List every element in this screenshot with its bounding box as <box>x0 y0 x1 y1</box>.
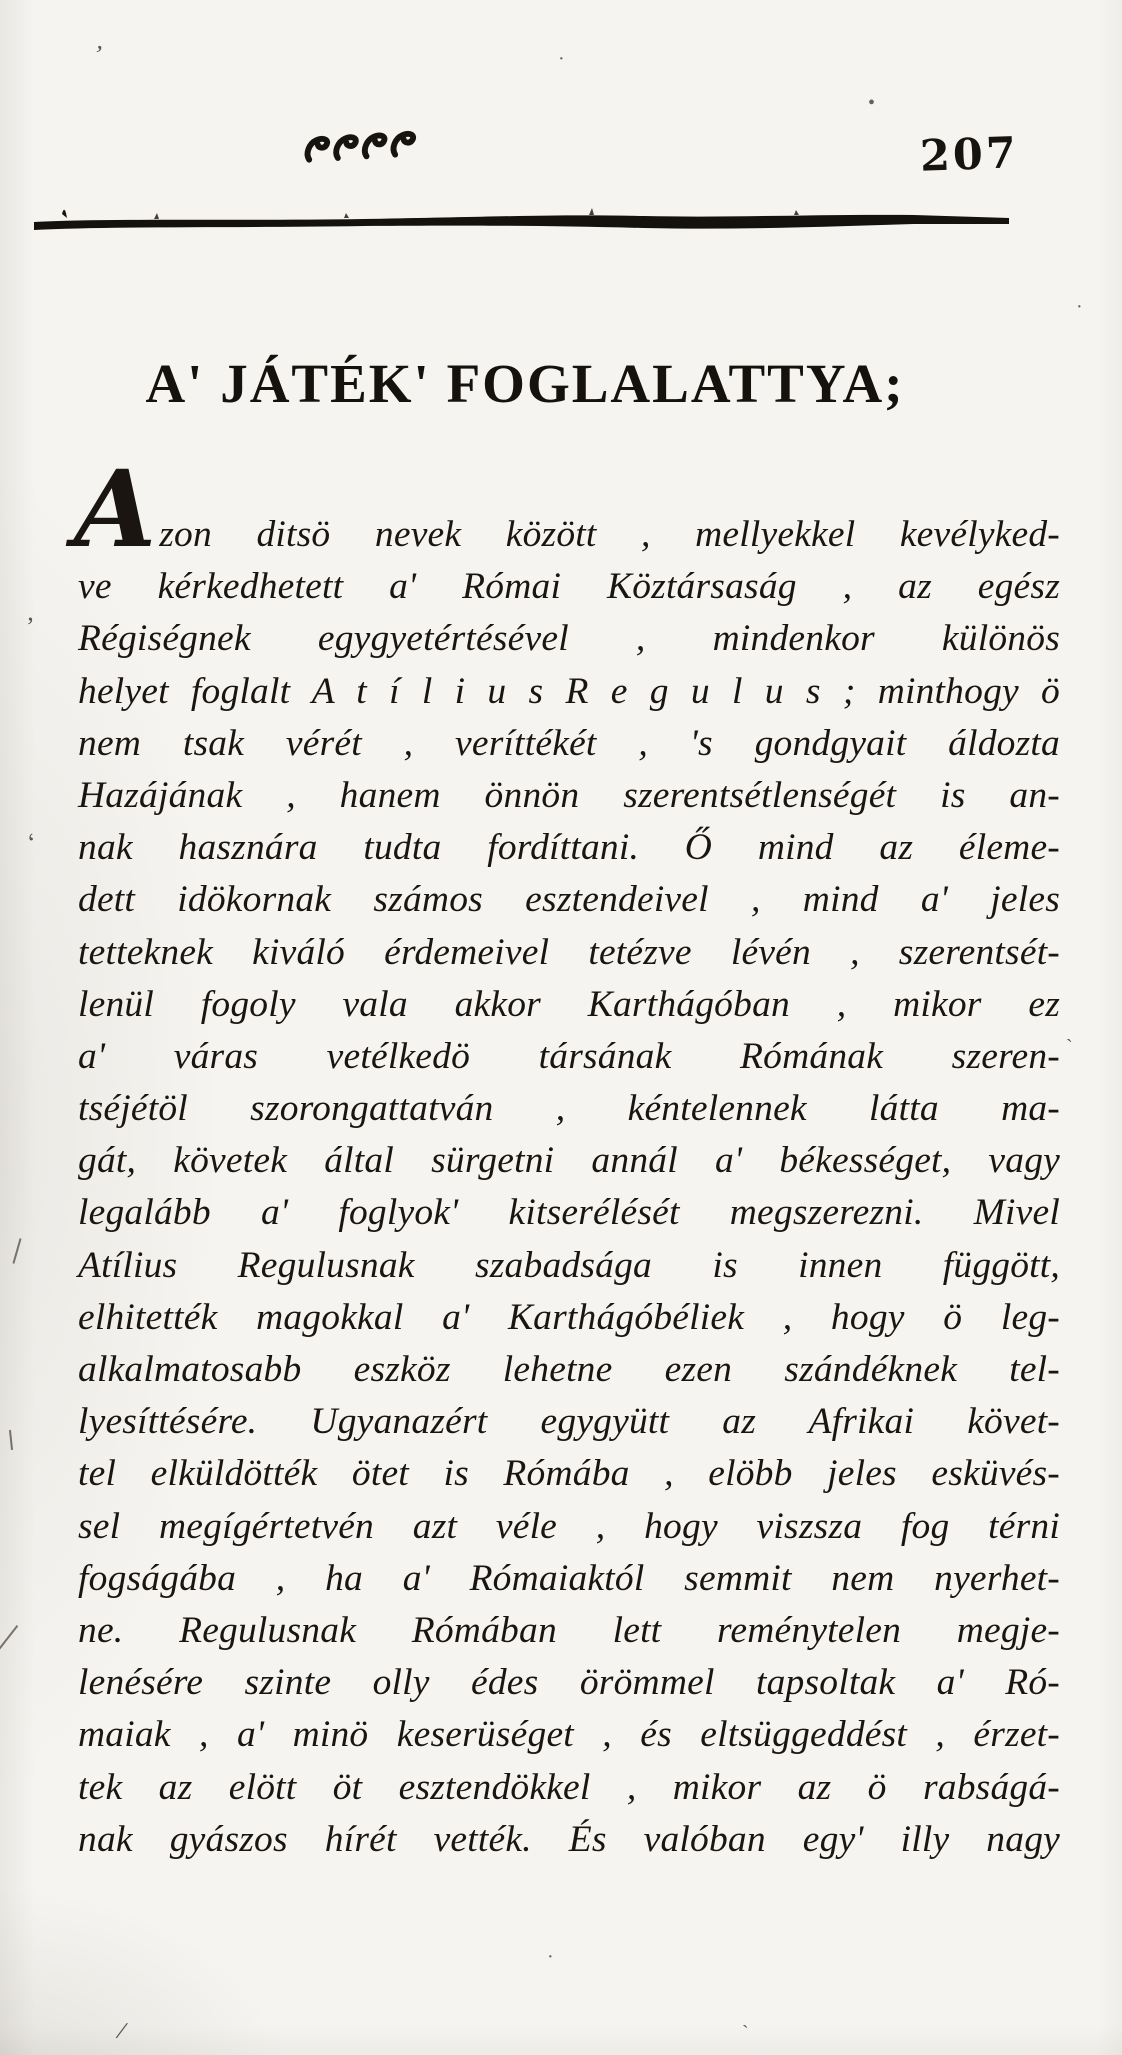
scan-artifact <box>0 1625 18 1653</box>
drop-cap-initial: A <box>74 446 157 571</box>
text-line: a' váras vetélkedö társának Rómának szeren- <box>78 1035 1060 1077</box>
body-text <box>74 446 1060 1866</box>
text-line: Hazájának , hanem önnön szerentsétlenségét is an- <box>78 774 1060 816</box>
text-line: tséjétöl szorongattatván , kéntelennek látta ma- <box>78 1088 1060 1130</box>
text-line: helyet foglalt A t í l i u s R e g u l u s ; minthogy ö <box>78 670 1060 712</box>
text-line: lyesíttésére. Ugyanazért egygyütt az Afrikai követ- <box>78 1401 1060 1443</box>
text-line: elhitették magokkal a' Karthágóbéliek , hogy ö leg- <box>78 1296 1060 1338</box>
text-line: nak hasznára tudta fordíttani. Ő mind az éleme- <box>78 827 1060 869</box>
scan-artifact: · <box>547 1946 554 1968</box>
text-line: sel megígértetvén azt véle , hogy viszsza fog térni <box>78 1505 1060 1547</box>
text-line: nak gyászos hírét vették. És valóban egy' illy nagy <box>78 1818 1060 1860</box>
scan-artifact <box>12 1238 21 1264</box>
text-line: maiak , a' minö keserüséget , és eltsüggeddést , érzet- <box>78 1714 1060 1756</box>
page-title: A' JÁTÉK' FOGLALATTYA; <box>145 353 905 414</box>
text-line: Régiségnek egygyetértésével , mindenkor különös <box>78 618 1060 660</box>
text-line: gát, követek által sürgetni annál a' békességet, vagy <box>78 1140 1060 1182</box>
text-line: alkalmatosabb eszköz lehetne ezen szándéknek tel- <box>78 1349 1060 1390</box>
scan-artifact: / <box>113 2015 130 2046</box>
scan-artifact: · <box>558 48 565 70</box>
text-line: tel elküldötték ötet is Rómába , elöbb jeles esküvés- <box>78 1453 1060 1495</box>
text-line <box>74 446 1060 571</box>
scan-artifact: ` <box>742 2022 749 2044</box>
text-line: tek az elött öt esztendökkel , mikor az ö rabságá- <box>78 1766 1060 1808</box>
header-rule <box>34 206 1009 242</box>
text-line: ve kérkedhetett a' Római Köztársaság , az egész <box>78 566 1060 608</box>
text-line: Atílius Regulusnak szabadsága is innen függött, <box>78 1244 1060 1286</box>
scan-artifact: ` <box>1066 1036 1073 1058</box>
page-number: 207 <box>919 128 1020 182</box>
text-line: legalább a' foglyok' kitserélését megszerezni. Mivel <box>78 1192 1060 1234</box>
text-line: lenül fogoly vala akkor Karthágóban , mikor ez <box>78 983 1060 1025</box>
text-line: lenésére szinte olly édes örömmel tapsoltak a' Ró- <box>78 1662 1060 1704</box>
swash-divider-icon <box>303 124 421 168</box>
scan-artifact: ‘ <box>24 827 40 858</box>
text-line: tetteknek kiváló érdemeivel tetézve lévén , szerentsét- <box>78 931 1060 973</box>
scan-artifact: • <box>868 92 876 114</box>
text-line: ne. Regulusnak Rómában lett reménytelen megje- <box>78 1609 1060 1651</box>
scan-artifact: ’ <box>26 612 35 641</box>
text-line: nem tsak vérét , veríttékét , 's gondgyait áldozta <box>78 722 1060 764</box>
scan-artifact <box>9 1430 13 1450</box>
text-line: dett idökornak számos esztendeivel , mind a' jeles <box>78 879 1060 921</box>
scan-artifact: · <box>1076 296 1083 318</box>
text-line-content: zon ditsö nevek között , mellyekkel kevélyked- <box>159 514 1060 555</box>
text-line: fogságába , ha a' Rómaiaktól semmit nem nyerhet- <box>78 1557 1060 1599</box>
scan-artifact: ’ <box>91 39 106 70</box>
